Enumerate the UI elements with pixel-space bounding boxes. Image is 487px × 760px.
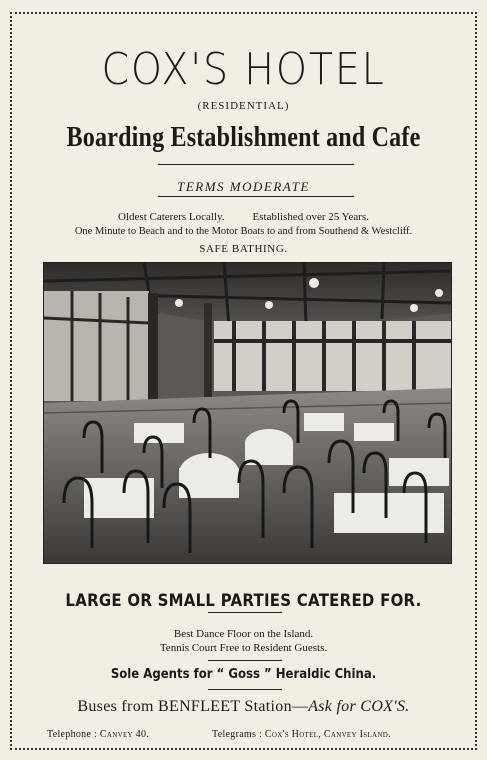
parties-catered-heading: LARGE OR SMALL PARTIES CATERED FOR. <box>65 591 422 611</box>
safe-bathing-text: SAFE BATHING. <box>199 243 288 255</box>
telephone-label: Telephone : <box>47 729 98 740</box>
divider <box>158 164 354 165</box>
telegrams-value: Cox's Hotel, Canvey Island. <box>264 729 391 740</box>
advertisement-page <box>10 12 477 750</box>
divider <box>208 660 282 661</box>
telegrams-label: Telegrams : <box>212 729 263 740</box>
divider <box>208 612 282 613</box>
dance-floor-text: Best Dance Floor on the Island. <box>173 628 314 640</box>
buses-prefix: Buses from BENFLEET Station— <box>77 698 309 715</box>
headline: Boarding Establishment and Cafe <box>66 122 421 153</box>
buses-text <box>12 698 475 716</box>
cafe-dining-room-photo <box>43 262 452 564</box>
location-text: One Minute to Beach and to the Motor Boats to and from Southend & Westcliff. <box>74 226 413 237</box>
established-text: Established over 25 Years. <box>252 211 369 223</box>
caterers-text: Oldest Caterers Locally. <box>118 211 225 223</box>
sole-agents-text: Sole Agents for “ Goss ” Heraldic China. <box>110 667 377 682</box>
residential-subtitle: (RESIDENTIAL) <box>197 100 290 112</box>
telegrams-line <box>212 729 391 740</box>
divider <box>208 689 282 690</box>
telephone-value: Canvey 40. <box>99 729 150 740</box>
intro-line <box>12 211 475 223</box>
ask-for-coxs: Ask for COX'S. <box>308 698 410 715</box>
divider <box>158 196 354 197</box>
telephone-line <box>47 729 149 740</box>
tennis-court-text: Tennis Court Free to Resident Guests. <box>159 642 328 654</box>
hotel-title: COX'S HOTEL <box>101 44 386 95</box>
terms-moderate: TERMS MODERATE <box>177 179 310 194</box>
